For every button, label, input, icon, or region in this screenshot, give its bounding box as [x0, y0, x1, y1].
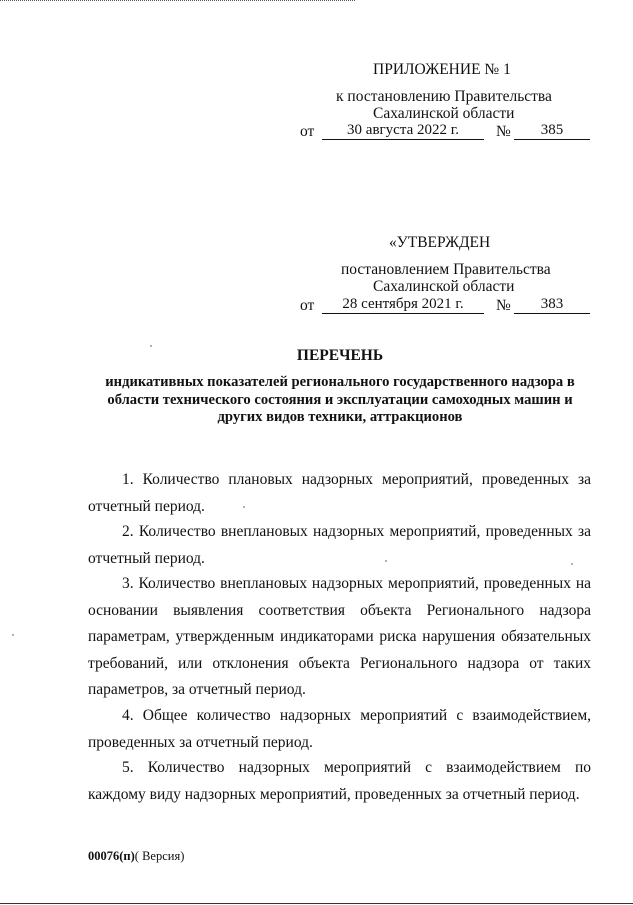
- appendix-from-label: от: [300, 123, 315, 140]
- scan-speck: [243, 506, 245, 508]
- appendix-date: 30 августа 2022 г.: [322, 122, 484, 140]
- document-version: ( Версия): [134, 849, 185, 863]
- appendix-line-1: к постановлению Правительства: [336, 88, 552, 105]
- document-code: [88, 849, 184, 864]
- scan-speck: [385, 560, 387, 562]
- list-item-1: 1. Количество плановых надзорных мероприятий, проведенных за отчетный период.: [88, 471, 591, 515]
- approved-date: 28 сентября 2021 г.: [322, 296, 484, 314]
- scan-speck: [12, 634, 14, 636]
- approved-title: «УТВЕРЖДЕН: [389, 234, 491, 251]
- list-item-5: 5. Количество надзорных мероприятий с взаимодействием по каждому виду надзорных мероприятий, проведенных за отчетный период.: [88, 759, 591, 803]
- list-title: ПЕРЕЧЕНЬ: [296, 347, 384, 364]
- appendix-number: 385: [514, 122, 590, 140]
- approved-from-label: от: [300, 297, 315, 314]
- appendix-title: ПРИЛОЖЕНИЕ № 1: [373, 61, 511, 78]
- list-subtitle-line: других видов техники, аттракционов: [217, 409, 463, 425]
- approved-line-1: постановлением Правительства: [341, 261, 551, 278]
- list-subtitle-line: области технического состояния и эксплуатации самоходных машин и: [107, 391, 573, 408]
- scan-speck: [571, 563, 573, 565]
- list-item-3: 3. Количество внеплановых надзорных мероприятий, проведенных на основании выявления соответствия объекта Регионального надзора параметрам, утвержденным индикаторами риска нарушения обязательных требований, или отклонения объекта Регионального надзора от таких параметров, за отчетный период.: [88, 575, 591, 698]
- list-subtitle-line: индикативных показателей регионального государственного надзора в: [105, 374, 575, 390]
- list-item-4: 4. Общее количество надзорных мероприятий с взаимодействием, проведенных за отчетный период.: [88, 707, 591, 751]
- scan-top-edge: [0, 0, 355, 1]
- scan-speck: [150, 345, 152, 347]
- document-code-number: 00076(п): [88, 849, 135, 863]
- approved-number-label: №: [496, 297, 511, 314]
- appendix-number-label: №: [496, 123, 511, 140]
- approved-line-2: Сахалинской области: [373, 278, 515, 295]
- approved-number: 383: [514, 296, 590, 314]
- list-subtitle: [80, 374, 600, 427]
- appendix-line-2: Сахалинской области: [373, 105, 515, 122]
- list-item-2: 2. Количество внеплановых надзорных мероприятий, проведенных за отчетный период.: [88, 523, 591, 567]
- scan-bottom-edge: [0, 903, 633, 904]
